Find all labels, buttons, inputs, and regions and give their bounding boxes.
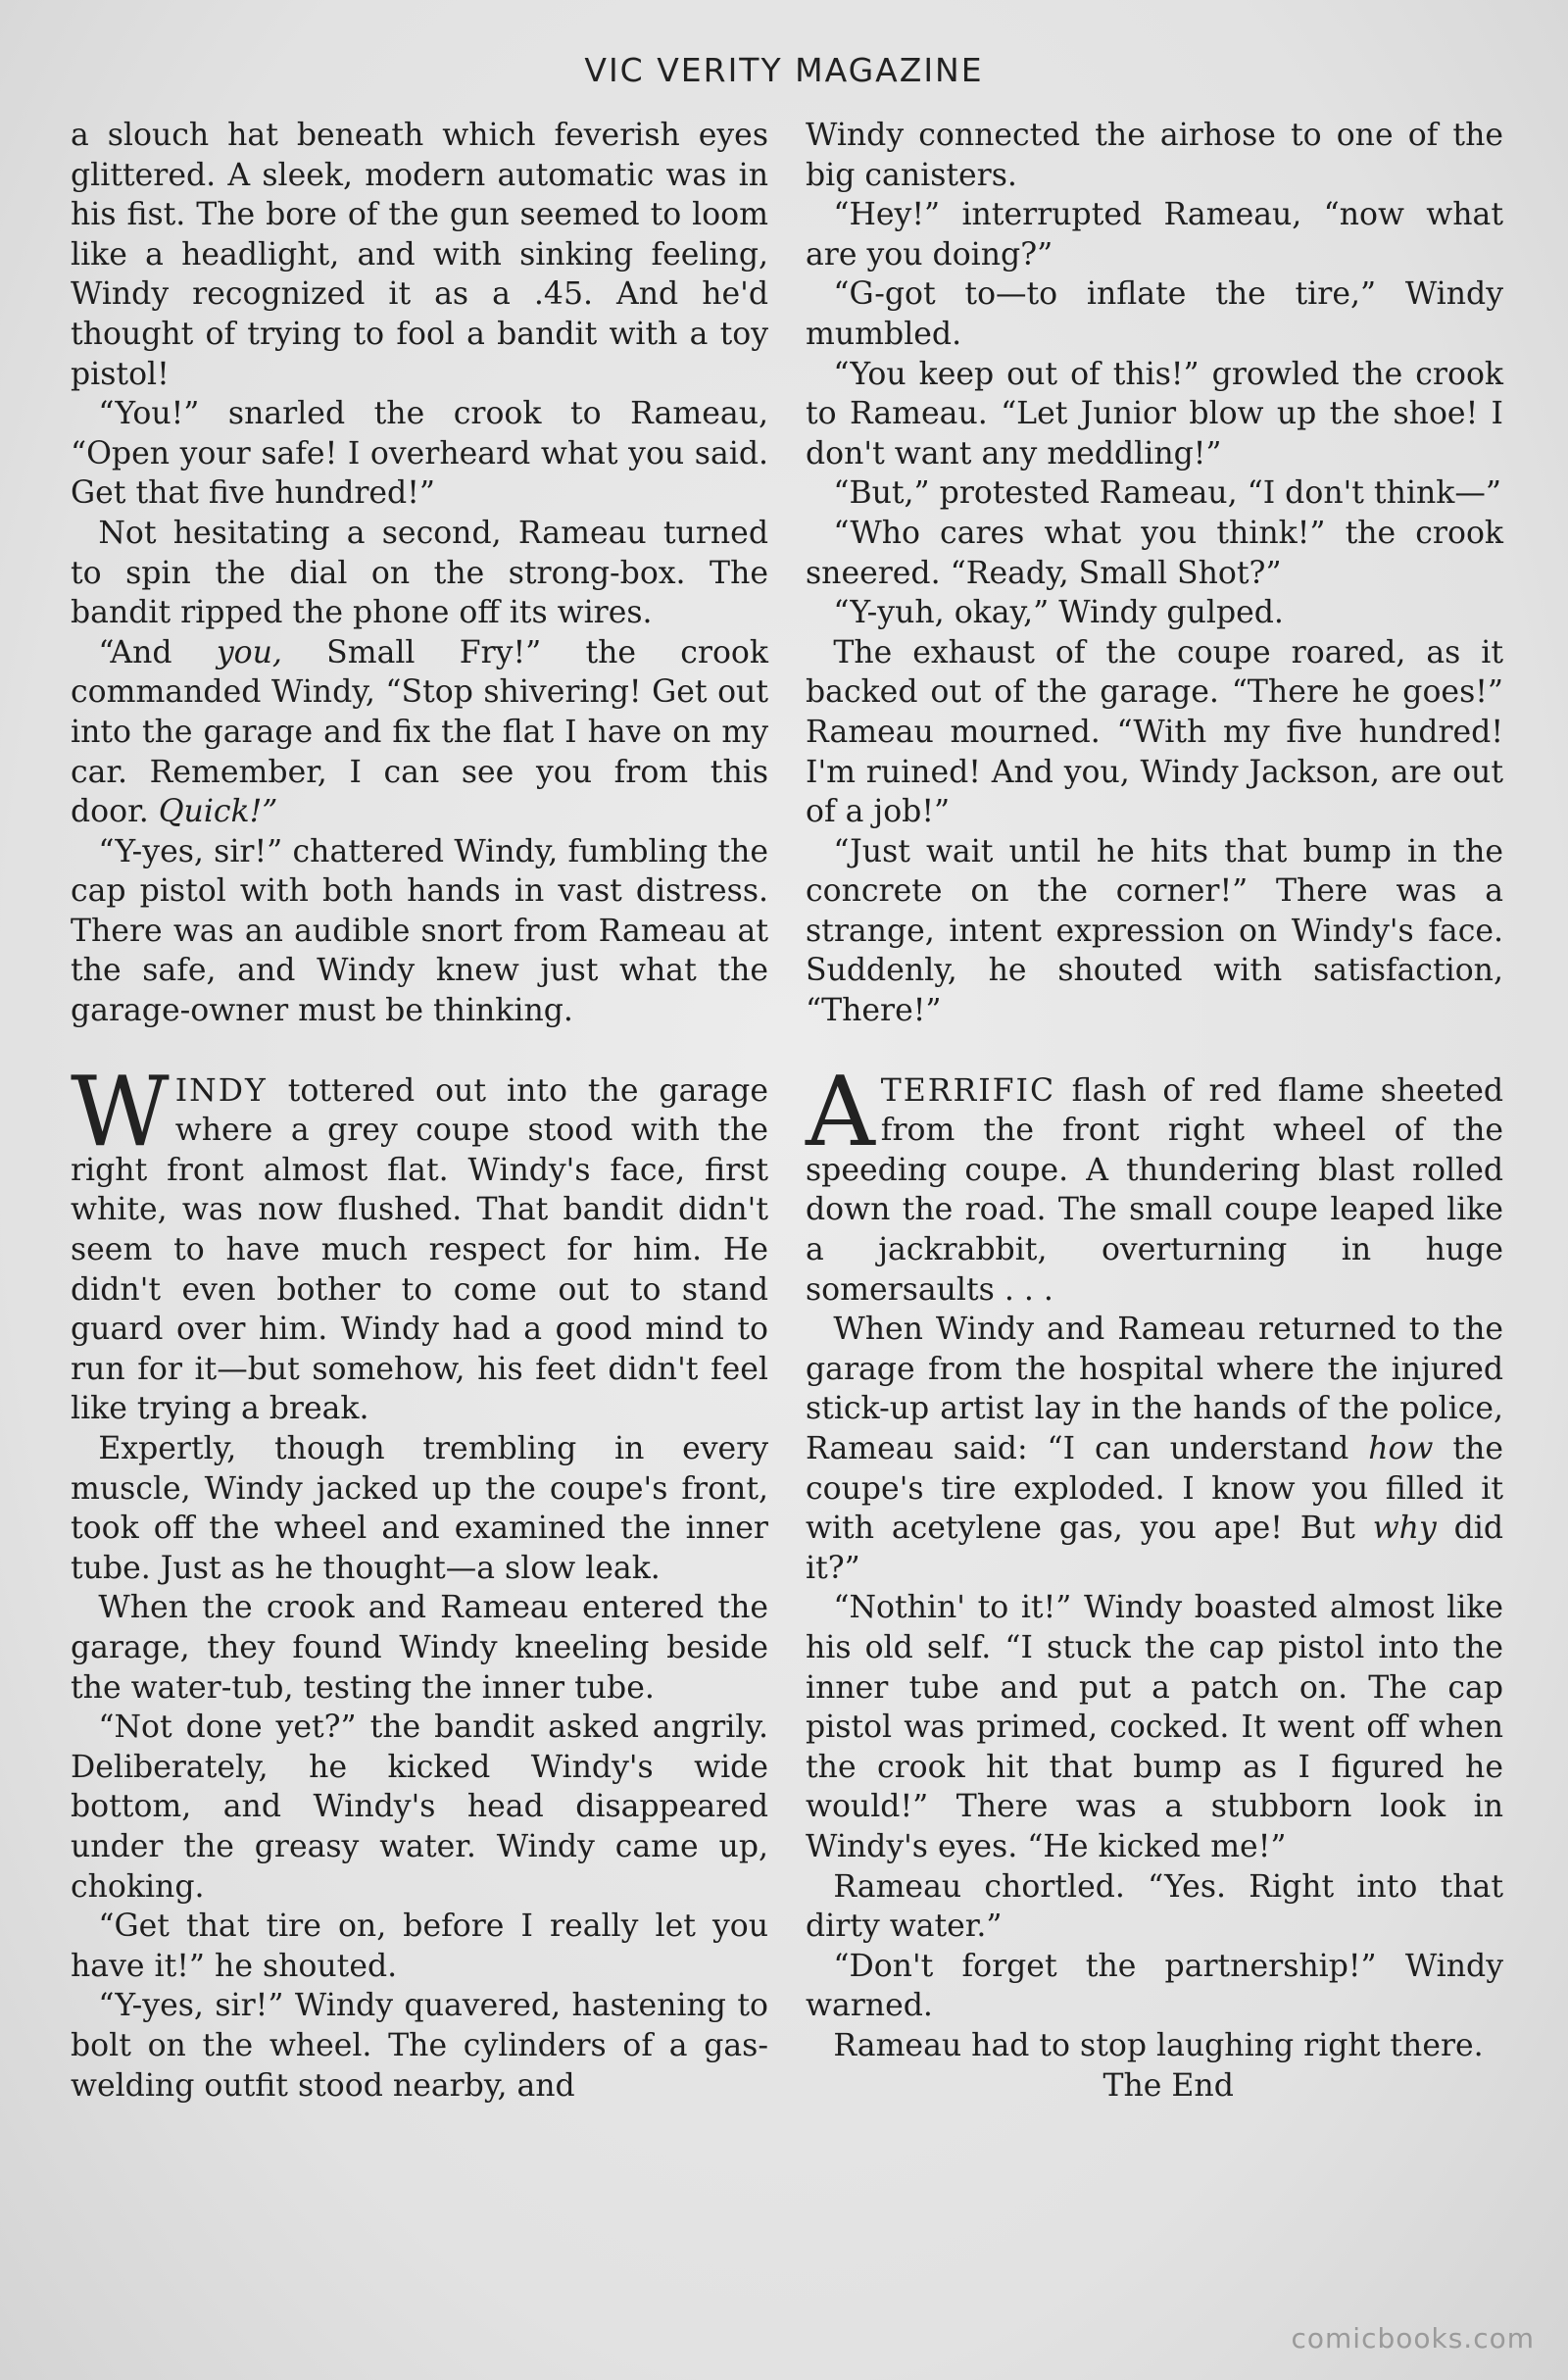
paragraph: “You!” snarled the crook to Rameau, “Open your safe! I overheard what you said. Get that five hundred!” bbox=[71, 396, 768, 512]
section-break bbox=[806, 1031, 1503, 1071]
site-watermark: comicbooks.com bbox=[1291, 2322, 1535, 2355]
paragraph: “Nothin' to it!” Windy boasted almost like his old self. “I stuck the cap pistol into the inner tube and put a patch on. The cap pistol was primed, cocked. It went off when the crook hit that bump as I figured he would!” There was a stubborn look in Windy's eyes. “He kicked me!” bbox=[806, 1590, 1503, 1864]
paragraph: “Hey!” interrupted Rameau, “now what are you doing?” bbox=[806, 197, 1503, 273]
paragraph: “Just wait until he hits that bump in the concrete on the corner!” There was a strange, intent expression on Windy's face. Suddenly, he shouted with satisfaction, “There!” bbox=[806, 833, 1503, 1029]
paragraph: “Y-yes, sir!” chattered Windy, fumbling the cap pistol with both hands in vast distress. There was an audible snort from Rameau at the safe, and Windy knew just what the garage-owner must be thinking. bbox=[71, 833, 768, 1029]
paragraph: Rameau had to stop laughing right there. bbox=[833, 2027, 1484, 2063]
paragraph: Not hesitating a second, Rameau turned to spin the dial on the strong-box. The bandit ripped the phone off its wires. bbox=[71, 515, 768, 631]
paragraph: “Get that tire on, before I really let you have it!” he shouted. bbox=[71, 1909, 768, 1984]
text-run: the coupe's tire exploded. I know you filled it with acetylene gas, you ape! But bbox=[806, 1431, 1503, 1547]
emphasis: how bbox=[1368, 1431, 1434, 1466]
paragraph: “Who cares what you think!” the crook sneered. “Ready, Small Shot?” bbox=[806, 515, 1503, 591]
emphasis: you, bbox=[216, 634, 282, 670]
left-column bbox=[71, 116, 768, 2106]
paragraph: “Not done yet?” the bandit asked angrily. Deliberately, he kicked Windy's wide bottom, and Windy's head disappeared under the greasy water. Windy came up, choking. bbox=[71, 1710, 768, 1905]
text-run: did it?” bbox=[806, 1511, 1503, 1586]
paragraph: “Don't forget the partnership!” Windy warned. bbox=[806, 1948, 1503, 2024]
paragraph: a slouch hat beneath which feverish eyes glittered. A sleek, modern automatic was in his fist. The bore of the gun seemed to loom like a headlight, and with sinking feeling, Windy recognized it as a .45. And he'd thought of trying to fool a bandit with a toy pistol! bbox=[71, 118, 768, 392]
emphasis: why bbox=[1372, 1511, 1437, 1547]
section-break bbox=[71, 1031, 768, 1071]
section-opening-paragraph bbox=[71, 1056, 768, 1429]
page-header: VIC VERITY MAGAZINE bbox=[584, 51, 984, 89]
section-opening-paragraph bbox=[806, 1056, 1503, 1311]
paragraph: Windy connected the airhose to one of the big canisters. bbox=[806, 118, 1503, 193]
emphasis: Quick!” bbox=[158, 794, 278, 830]
text-run: “And bbox=[98, 634, 217, 670]
paragraph: “You keep out of this!” growled the crook to Rameau. “Let Junior blow up the shoe! I don't want any meddling!” bbox=[806, 356, 1503, 471]
paragraph: “G-got to—to inflate the tire,” Windy mumbled. bbox=[806, 276, 1503, 352]
right-column bbox=[806, 116, 1503, 2106]
paragraph bbox=[806, 1310, 1503, 1588]
text-run: Small Fry!” the crook commanded Windy, “Stop shivering! Get out into the garage and fix the flat I have on my car. Remember, I can see you from this door. bbox=[71, 634, 768, 830]
paragraph: Rameau chortled. “Yes. Right into that dirty water.” bbox=[806, 1868, 1503, 1945]
story-end-label: The End bbox=[1102, 2067, 1234, 2104]
drop-cap: A bbox=[806, 1056, 875, 1168]
text-run: tottered out into the garage where a grey coupe stood with the right front almost flat. Windy's face, first white, was now flushed. That bandit didn't seem to have much respect for him. He didn't even bother to come out to stand guard over him. Windy had a good mind to run for it—but somehow, his feet didn't feel like trying a break. bbox=[71, 1072, 768, 1427]
text-run: When Windy and Rameau returned to the garage from the hospital where the injured stick-up artist lay in the hands of the police, Rameau said: “I can understand bbox=[806, 1312, 1503, 1466]
drop-cap: W bbox=[71, 1056, 170, 1168]
paragraph: Expertly, though trembling in every muscle, Windy jacked up the coupe's front, took off the wheel and examined the inner tube. Just as he thought—a slow leak. bbox=[71, 1431, 768, 1586]
lead-in-word: INDY bbox=[174, 1072, 268, 1109]
paragraph bbox=[71, 633, 768, 832]
paragraph: When the crook and Rameau entered the garage, they found Windy kneeling beside the water-tub, testing the inner tube. bbox=[71, 1590, 768, 1706]
paragraph: “Y-yes, sir!” Windy quavered, hastening to bolt on the wheel. The cylinders of a gas-welding outfit stood nearby, and bbox=[71, 1988, 768, 2104]
paragraph: “Y-yuh, okay,” Windy gulped. bbox=[833, 595, 1284, 631]
paragraph: “But,” protested Rameau, “I don't think—” bbox=[833, 475, 1501, 512]
paragraph: The exhaust of the coupe roared, as it backed out of the garage. “There he goes!” Rameau mourned. “With my five hundred! I'm ruined! And you, Windy Jackson, are out of a job!” bbox=[806, 634, 1503, 830]
text-run: flash of red flame sheeted from the front right wheel of the speeding coupe. A thundering blast rolled down the road. The small coupe leaped like a jackrabbit, overturning in huge somersaults . . . bbox=[806, 1072, 1503, 1308]
lead-in-word: TERRIFIC bbox=[880, 1072, 1056, 1109]
